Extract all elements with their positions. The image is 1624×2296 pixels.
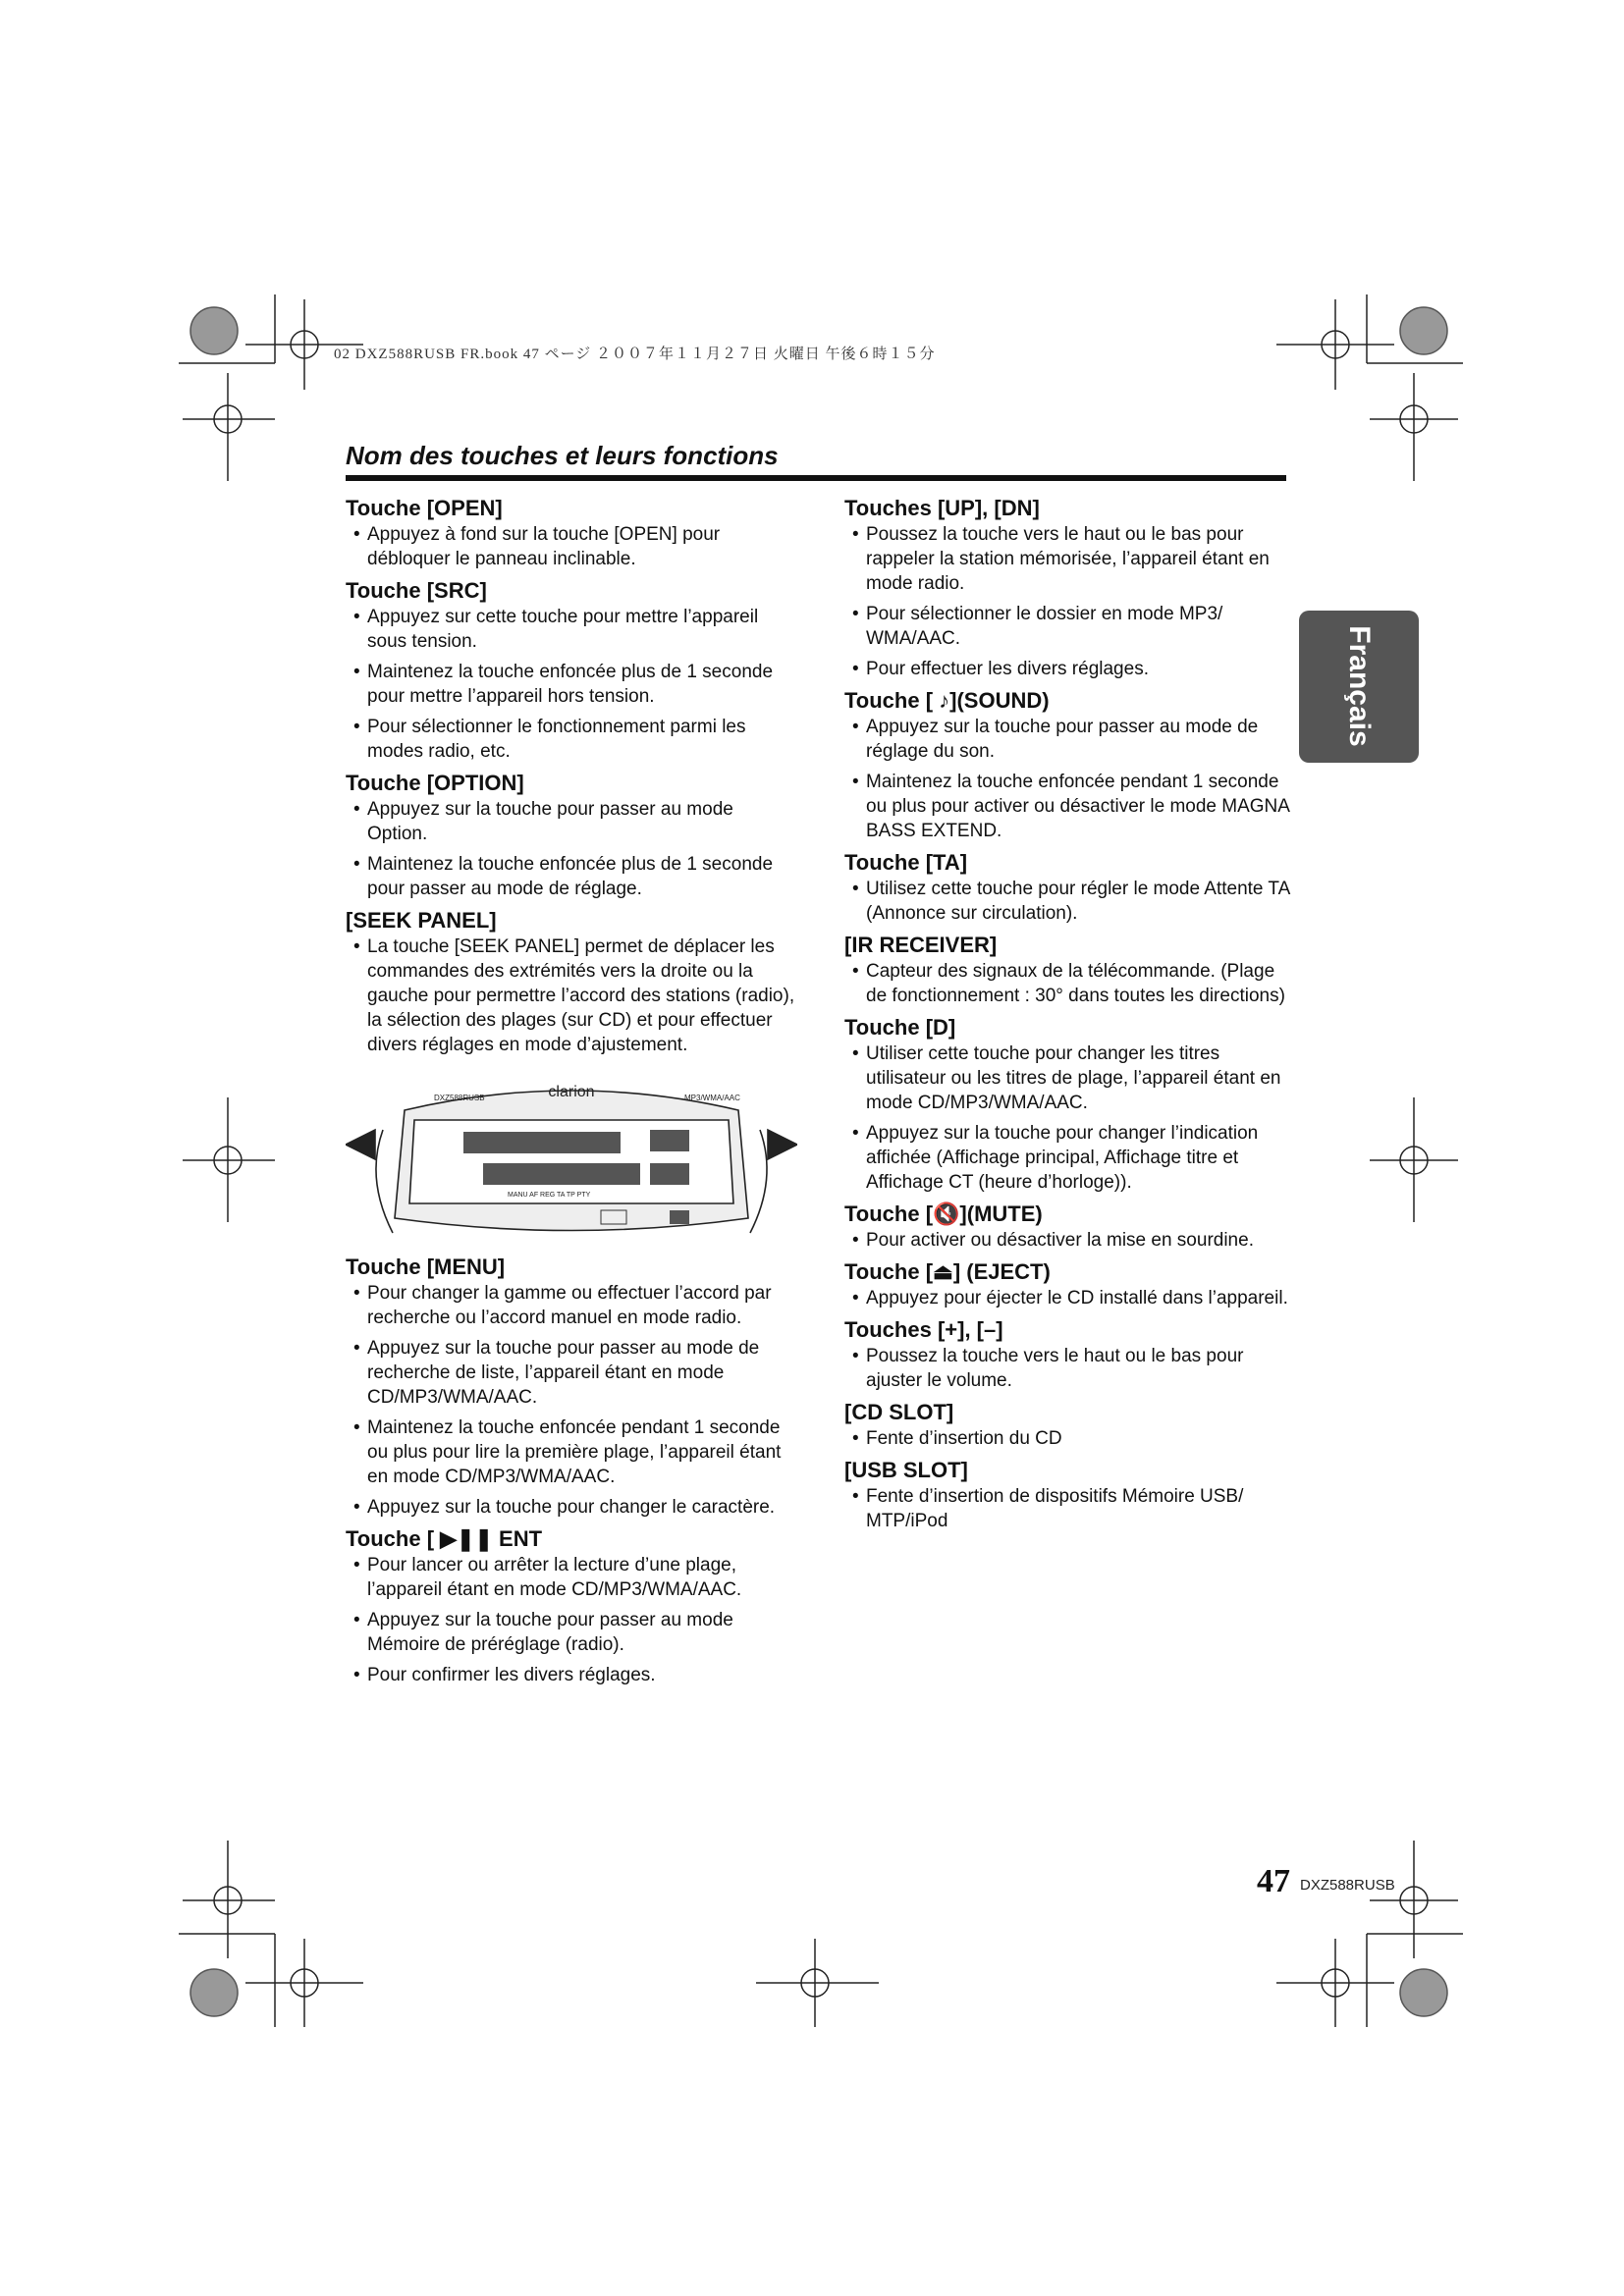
section-heading: Touche [SRC] bbox=[346, 578, 487, 603]
left-column bbox=[346, 489, 797, 1693]
bullet-list bbox=[844, 715, 1296, 843]
section bbox=[844, 849, 1296, 926]
section bbox=[844, 1399, 1296, 1451]
section bbox=[844, 1014, 1296, 1195]
section-heading: [SEEK PANEL] bbox=[346, 908, 497, 933]
print-header: 02 DXZ588RUSB FR.book 47 ページ ２００７年１１月２７日 火曜日 午後６時１５分 bbox=[334, 347, 936, 362]
bullet-item: • Appuyez à fond sur la touche [OPEN] pour débloquer le panneau inclinable. bbox=[346, 522, 797, 571]
section bbox=[346, 1254, 797, 1520]
bullet-item: • Appuyez sur la touche pour changer l’indication affichée (Affichage principal, Affichage titre et Affichage CT (heure d’horloge)). bbox=[844, 1121, 1296, 1195]
section bbox=[346, 577, 797, 764]
bullet-list bbox=[844, 1228, 1296, 1253]
bullet-list bbox=[844, 1286, 1296, 1310]
model-footer: DXZ588RUSB bbox=[1300, 1877, 1395, 1894]
bullet-list bbox=[844, 1484, 1296, 1533]
section-heading: Touche [⏏] (EJECT) bbox=[844, 1259, 1051, 1284]
section-heading: Touche [OPTION] bbox=[346, 771, 524, 795]
bullet-list bbox=[844, 1041, 1296, 1195]
bullet-item: • Poussez la touche vers le haut ou le bas pour ajuster le volume. bbox=[844, 1344, 1296, 1393]
bullet-item: • Appuyez sur cette touche pour mettre l’appareil sous tension. bbox=[346, 605, 797, 654]
bullet-list bbox=[844, 522, 1296, 681]
bullet-item: • Pour sélectionner le dossier en mode MP3/ WMA/AAC. bbox=[844, 602, 1296, 651]
figure-brand: clarion bbox=[548, 1084, 595, 1100]
page-number: 47 bbox=[1257, 1863, 1290, 1899]
bullet-list bbox=[844, 959, 1296, 1008]
section-heading: [USB SLOT] bbox=[844, 1458, 968, 1482]
bullet-item: • Utiliser cette touche pour changer les titres utilisateur ou les titres de plage, l’appareil étant en mode CD/MP3/WMA/AAC. bbox=[844, 1041, 1296, 1115]
section bbox=[844, 932, 1296, 1008]
right-column bbox=[844, 489, 1296, 1539]
language-tab-label: Français bbox=[1343, 625, 1376, 747]
bullet-item: • Appuyez sur la touche pour changer le caractère. bbox=[346, 1495, 797, 1520]
section-heading: Touche [TA] bbox=[844, 850, 968, 875]
bullet-item: • Pour confirmer les divers réglages. bbox=[346, 1663, 797, 1687]
bullet-item: • Pour effectuer les divers réglages. bbox=[844, 657, 1296, 681]
bullet-item: • Maintenez la touche enfoncée pendant 1 seconde ou plus pour activer ou désactiver le mode MAGNA BASS EXTEND. bbox=[844, 770, 1296, 843]
section bbox=[346, 770, 797, 901]
bullet-item: • La touche [SEEK PANEL] permet de déplacer les commandes des extrémités vers la droite ou la gauche pour permettre l’accord des stations (radio), la sélection des plages (sur CD) et pour effectuer divers réglages en mode d’ajustement. bbox=[346, 934, 797, 1057]
bullet-list bbox=[844, 1344, 1296, 1393]
section-heading: [IR RECEIVER] bbox=[844, 933, 998, 957]
bullet-item: • Fente d’insertion de dispositifs Mémoire USB/ MTP/iPod bbox=[844, 1484, 1296, 1533]
section bbox=[844, 495, 1296, 681]
bullet-item: • Pour activer ou désactiver la mise en sourdine. bbox=[844, 1228, 1296, 1253]
section bbox=[844, 1316, 1296, 1393]
bullet-item: • Pour sélectionner le fonctionnement parmi les modes radio, etc. bbox=[346, 715, 797, 764]
section bbox=[346, 495, 797, 571]
section-heading: Touche [OPEN] bbox=[346, 496, 503, 520]
bullet-item: • Appuyez sur la touche pour passer au mode de réglage du son. bbox=[844, 715, 1296, 764]
bullet-item: • Appuyez sur la touche pour passer au mode Mémoire de préréglage (radio). bbox=[346, 1608, 797, 1657]
bullet-list bbox=[346, 934, 797, 1057]
bullet-item: • Appuyez pour éjecter le CD installé dans l’appareil. bbox=[844, 1286, 1296, 1310]
bullet-item: • Appuyez sur la touche pour passer au mode de recherche de liste, l’appareil étant en mode CD/MP3/WMA/AAC. bbox=[346, 1336, 797, 1410]
section bbox=[844, 1201, 1296, 1253]
bullet-item: • Fente d’insertion du CD bbox=[844, 1426, 1296, 1451]
section-heading: [CD SLOT] bbox=[844, 1400, 954, 1424]
bullet-list bbox=[346, 797, 797, 901]
section-heading: Touche [ ♪](SOUND) bbox=[844, 688, 1050, 713]
section bbox=[844, 1457, 1296, 1533]
section-heading: Touches [+], [–] bbox=[844, 1317, 1003, 1342]
faceplate-illustration bbox=[346, 1071, 797, 1246]
bullet-item: • Appuyez sur la touche pour passer au mode Option. bbox=[346, 797, 797, 846]
bullet-item: • Utilisez cette touche pour régler le mode Attente TA (Annonce sur circulation). bbox=[844, 877, 1296, 926]
section bbox=[346, 907, 797, 1057]
figure-model: DXZ588RUSB bbox=[434, 1094, 485, 1102]
section bbox=[844, 687, 1296, 843]
bullet-item: • Maintenez la touche enfoncée plus de 1 seconde pour passer au mode de réglage. bbox=[346, 852, 797, 901]
bullet-list bbox=[844, 1426, 1296, 1451]
figure-right-label: MP3/WMA/AAC bbox=[684, 1094, 740, 1102]
section-heading: Touche [D] bbox=[844, 1015, 956, 1040]
title-rule bbox=[346, 475, 1286, 481]
language-tab bbox=[1299, 611, 1419, 763]
bullet-item: • Maintenez la touche enfoncée pendant 1 seconde ou plus pour lire la première plage, l’appareil étant en mode CD/MP3/WMA/AAC. bbox=[346, 1415, 797, 1489]
section bbox=[346, 1525, 797, 1687]
section bbox=[844, 1258, 1296, 1310]
section-heading: Touche [MENU] bbox=[346, 1255, 506, 1279]
section-heading: Touche [ ▶❚❚ ENT bbox=[346, 1526, 543, 1551]
bullet-list bbox=[844, 877, 1296, 926]
bullet-item: • Pour lancer ou arrêter la lecture d’une plage, l’appareil étant en mode CD/MP3/WMA/AAC. bbox=[346, 1553, 797, 1602]
bullet-list bbox=[346, 522, 797, 571]
page-title: Nom des touches et leurs fonctions bbox=[346, 441, 779, 470]
bullet-item: • Pour changer la gamme ou effectuer l’accord par recherche ou l’accord manuel en mode radio. bbox=[346, 1281, 797, 1330]
section-heading: Touche [🔇](MUTE) bbox=[844, 1201, 1043, 1226]
device-figure bbox=[346, 1071, 797, 1246]
bullet-list bbox=[346, 1553, 797, 1687]
section-heading: Touches [UP], [DN] bbox=[844, 496, 1040, 520]
bullet-list bbox=[346, 1281, 797, 1520]
bullet-item: • Poussez la touche vers le haut ou le bas pour rappeler la station mémorisée, l’appareil étant en mode radio. bbox=[844, 522, 1296, 596]
figure-indicators: MANU AF REG TA TP PTY bbox=[508, 1192, 591, 1199]
bullet-item: • Maintenez la touche enfoncée plus de 1 seconde pour mettre l’appareil hors tension. bbox=[346, 660, 797, 709]
bullet-item: • Capteur des signaux de la télécommande. (Plage de fonctionnement : 30° dans toutes les directions) bbox=[844, 959, 1296, 1008]
bullet-list bbox=[346, 605, 797, 764]
